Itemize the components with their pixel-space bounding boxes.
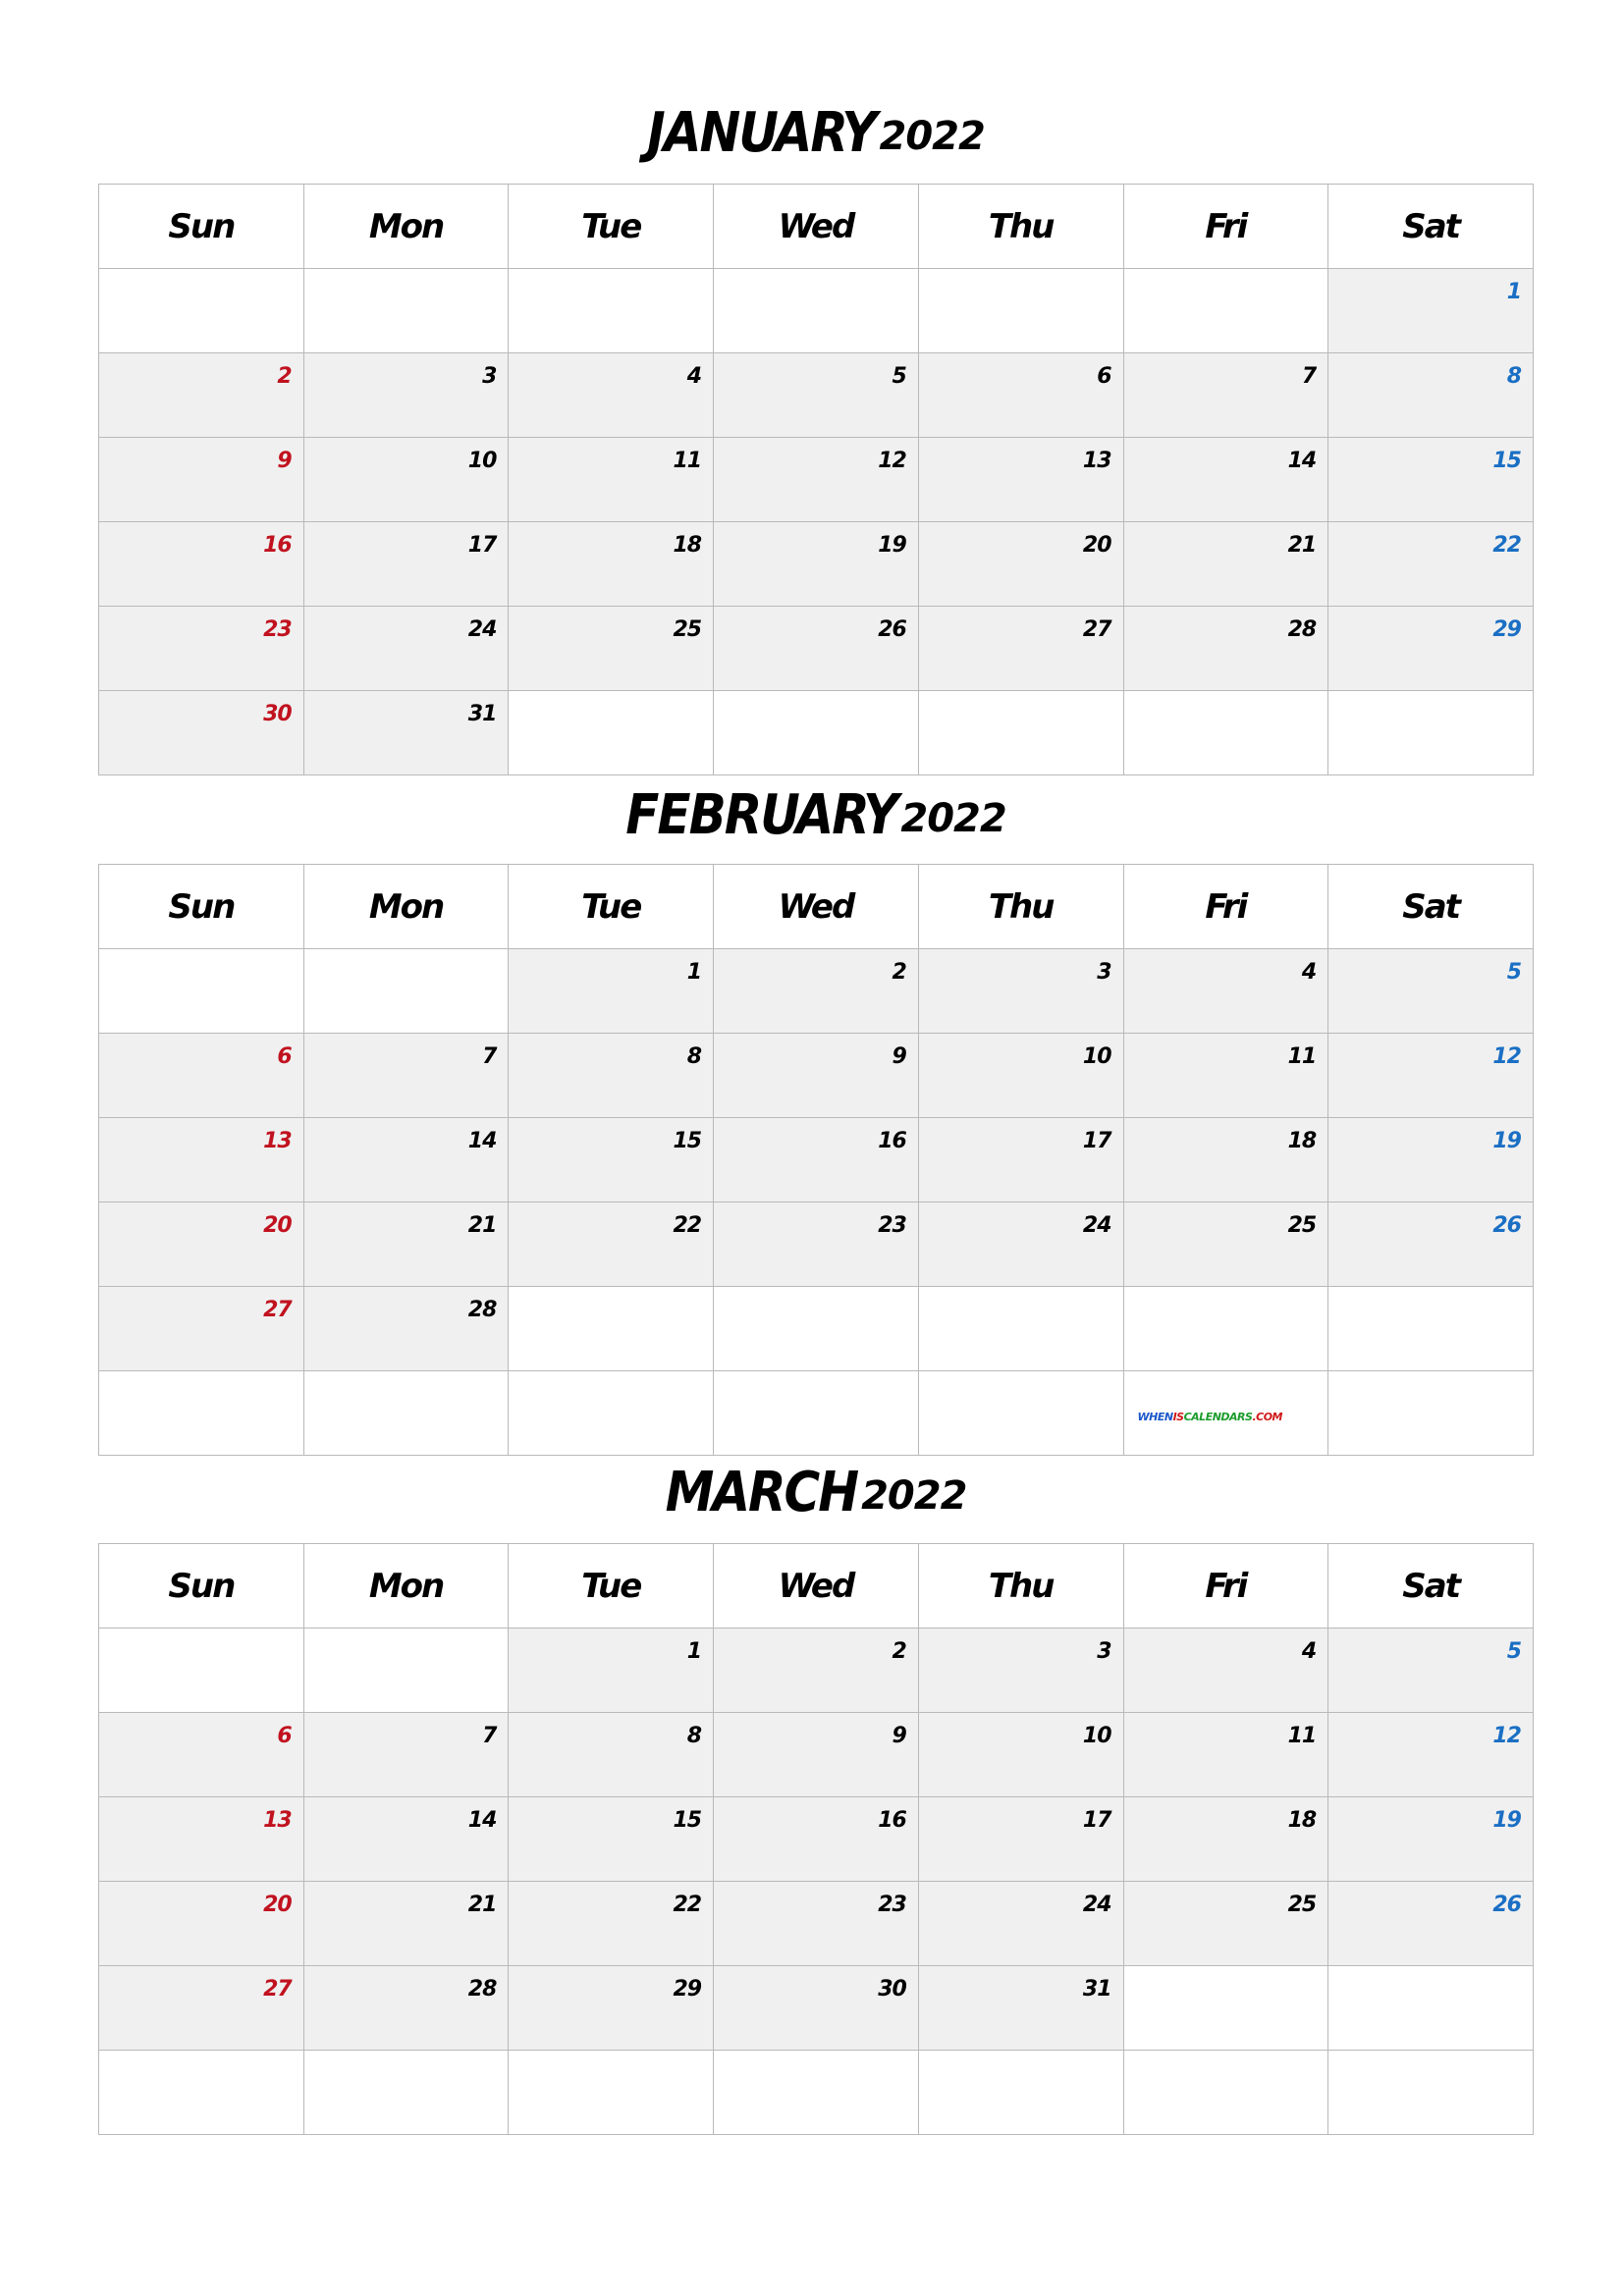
day-number: 28 [467,1977,497,2002]
day-cell [714,1629,919,1713]
empty-day-cell [714,1287,919,1371]
week-row [99,1713,1534,1797]
day-number: 7 [482,1044,497,1069]
day-cell [303,353,509,438]
day-number: 25 [673,617,702,642]
week-row [99,1966,1534,2051]
day-number: 4 [1301,960,1317,985]
day-number: 29 [1492,617,1521,642]
weekday-header-row [99,865,1534,949]
day-number: 3 [482,364,497,389]
weekday-header-sun: Sun [99,865,304,949]
day-number: 16 [878,1808,906,1833]
empty-day-cell [303,949,509,1034]
day-cell [303,1713,509,1797]
weekday-header-mon: Mon [303,865,509,949]
day-cell [99,1118,304,1202]
day-cell [1123,1882,1328,1966]
day-number: 2 [277,364,292,389]
day-cell [303,691,509,775]
day-cell [303,1797,509,1882]
week-row [99,1287,1534,1371]
day-cell [714,438,919,522]
weekday-header-sat: Sat [1328,1544,1534,1629]
day-number: 5 [1506,1639,1521,1664]
weekday-header-tue: Tue [509,865,714,949]
day-cell [1328,1118,1534,1202]
weekday-header-row [99,1544,1534,1629]
calendar-grid [98,864,1534,1456]
week-row [99,1371,1534,1456]
credit-text: .COM [1252,1411,1283,1423]
week-row [99,522,1534,607]
empty-day-cell [99,1629,304,1713]
empty-day-cell [918,1287,1123,1371]
day-number: 9 [277,449,292,473]
day-cell [1328,1629,1534,1713]
day-cell [303,1118,509,1202]
day-number: 8 [686,1044,702,1069]
day-cell [1328,607,1534,691]
day-cell [1123,1202,1328,1287]
empty-day-cell [1123,1371,1328,1456]
day-cell [1123,607,1328,691]
day-number: 27 [263,1977,292,2002]
day-cell [303,1287,509,1371]
empty-day-cell [509,1371,714,1456]
day-number: 27 [263,1298,292,1322]
day-cell [1328,1713,1534,1797]
empty-day-cell [714,691,919,775]
day-cell [99,1797,304,1882]
day-number: 21 [1287,533,1317,558]
day-cell [918,353,1123,438]
day-number: 10 [1082,1724,1111,1748]
day-cell [918,1202,1123,1287]
day-cell [509,1034,714,1118]
week-row [99,949,1534,1034]
weekday-header-fri: Fri [1123,865,1328,949]
day-number: 13 [1082,449,1111,473]
day-number: 7 [1301,364,1317,389]
week-row [99,1118,1534,1202]
day-cell [714,1966,919,2051]
day-cell [509,607,714,691]
day-cell [303,1882,509,1966]
calendar-grid [98,1543,1534,2135]
weekday-header-tue: Tue [509,185,714,269]
month-year: 2022 [861,1473,967,1519]
day-cell [99,1287,304,1371]
day-number: 25 [1287,1213,1317,1238]
empty-day-cell [918,2051,1123,2135]
day-number: 14 [467,1808,497,1833]
day-cell [509,1882,714,1966]
day-number: 2 [892,1639,906,1664]
day-cell [918,522,1123,607]
day-cell [509,522,714,607]
day-cell [1123,1118,1328,1202]
day-cell [918,1034,1123,1118]
day-cell [1328,1034,1534,1118]
day-number: 6 [1097,364,1111,389]
day-number: 1 [686,1639,702,1664]
credit-text: IS [1172,1411,1184,1423]
day-number: 19 [1492,1129,1521,1153]
day-number: 18 [1287,1808,1317,1833]
day-number: 14 [1287,449,1317,473]
day-cell [99,1713,304,1797]
day-number: 13 [263,1129,292,1153]
empty-day-cell [509,2051,714,2135]
day-cell [509,1202,714,1287]
day-number: 5 [1506,960,1521,985]
month-title [98,100,1534,166]
day-number: 23 [263,617,292,642]
day-cell [1328,949,1534,1034]
weekday-header-fri: Fri [1123,1544,1328,1629]
day-cell [714,1118,919,1202]
day-number: 28 [1287,617,1317,642]
day-number: 20 [263,1893,292,1917]
day-cell [1328,1882,1534,1966]
day-number: 23 [878,1213,906,1238]
day-number: 9 [892,1724,906,1748]
empty-day-cell [714,2051,919,2135]
day-cell [918,438,1123,522]
day-cell [509,1966,714,2051]
day-cell [1123,1797,1328,1882]
day-cell [714,1034,919,1118]
day-cell [99,438,304,522]
day-cell [714,353,919,438]
day-cell [509,438,714,522]
day-number: 21 [467,1213,497,1238]
day-number: 15 [1492,449,1521,473]
credit-text: CALENDARS [1183,1411,1253,1423]
day-number: 17 [1082,1129,1111,1153]
day-cell [303,607,509,691]
day-cell [303,522,509,607]
day-cell [303,438,509,522]
day-number: 20 [263,1213,292,1238]
day-cell [918,1118,1123,1202]
month-name: FEBRUARY [625,782,897,847]
week-row [99,1882,1534,1966]
day-number: 5 [892,364,906,389]
day-cell [99,1882,304,1966]
week-row [99,1034,1534,1118]
day-cell [1328,1202,1534,1287]
weekday-header-sun: Sun [99,1544,304,1629]
day-number: 31 [467,702,497,726]
day-cell [1328,438,1534,522]
day-number: 11 [1287,1724,1317,1748]
weekday-header-wed: Wed [714,1544,919,1629]
empty-day-cell [509,269,714,353]
day-number: 22 [673,1213,702,1238]
day-number: 25 [1287,1893,1317,1917]
day-cell [918,1797,1123,1882]
day-number: 26 [1492,1893,1521,1917]
day-number: 19 [1492,1808,1521,1833]
month-year: 2022 [879,114,985,159]
day-number: 17 [1082,1808,1111,1833]
day-cell [1123,1713,1328,1797]
day-number: 30 [263,702,292,726]
week-row [99,353,1534,438]
weekday-header-fri: Fri [1123,185,1328,269]
weekday-header-mon: Mon [303,185,509,269]
day-number: 3 [1097,1639,1111,1664]
day-cell [1328,269,1534,353]
credit-text: WHEN [1137,1411,1173,1423]
week-row [99,1629,1534,1713]
weekday-header-tue: Tue [509,1544,714,1629]
day-number: 21 [467,1893,497,1917]
day-number: 6 [277,1044,292,1069]
day-cell [714,607,919,691]
day-cell [1328,353,1534,438]
day-cell [509,1713,714,1797]
day-number: 20 [1082,533,1111,558]
day-cell [509,353,714,438]
empty-day-cell [303,2051,509,2135]
empty-day-cell [509,691,714,775]
weekday-header-thu: Thu [918,1544,1123,1629]
day-cell [714,1797,919,1882]
empty-day-cell [1328,1966,1534,2051]
day-cell [714,1202,919,1287]
empty-day-cell [1328,1287,1534,1371]
day-number: 18 [673,533,702,558]
day-number: 10 [467,449,497,473]
day-number: 4 [686,364,702,389]
empty-day-cell [509,1287,714,1371]
day-cell [1123,438,1328,522]
month-title [98,782,1534,848]
day-cell [1123,522,1328,607]
week-row [99,2051,1534,2135]
day-cell [99,1034,304,1118]
day-number: 26 [1492,1213,1521,1238]
weekday-header-wed: Wed [714,185,919,269]
empty-day-cell [1123,2051,1328,2135]
week-row [99,1797,1534,1882]
weekday-header-thu: Thu [918,865,1123,949]
empty-day-cell [1123,1966,1328,2051]
weekday-header-row [99,185,1534,269]
day-cell [1328,1797,1534,1882]
week-row [99,607,1534,691]
day-number: 19 [878,533,906,558]
day-cell [714,1882,919,1966]
day-cell [714,949,919,1034]
day-number: 14 [467,1129,497,1153]
empty-day-cell [714,269,919,353]
day-cell [1123,1034,1328,1118]
day-cell [1123,949,1328,1034]
day-number: 13 [263,1808,292,1833]
website-credit [1138,1411,1283,1423]
day-number: 1 [686,960,702,985]
empty-day-cell [303,1371,509,1456]
empty-day-cell [918,1371,1123,1456]
month-year: 2022 [900,796,1006,841]
day-number: 12 [878,449,906,473]
day-number: 1 [1506,280,1521,304]
day-number: 22 [1492,533,1521,558]
week-row [99,691,1534,775]
day-number: 6 [277,1724,292,1748]
day-cell [714,1713,919,1797]
day-cell [714,522,919,607]
day-number: 12 [1492,1724,1521,1748]
empty-day-cell [714,1371,919,1456]
empty-day-cell [918,691,1123,775]
day-number: 2 [892,960,906,985]
week-row [99,269,1534,353]
day-number: 31 [1082,1977,1111,2002]
day-cell [509,1629,714,1713]
day-number: 15 [673,1129,702,1153]
day-number: 15 [673,1808,702,1833]
day-number: 26 [878,617,906,642]
day-number: 23 [878,1893,906,1917]
day-number: 12 [1492,1044,1521,1069]
day-cell [99,353,304,438]
day-number: 8 [1506,364,1521,389]
day-cell [99,1966,304,2051]
empty-day-cell [99,269,304,353]
day-cell [918,1713,1123,1797]
day-number: 10 [1082,1044,1111,1069]
day-number: 7 [482,1724,497,1748]
weekday-header-wed: Wed [714,865,919,949]
week-row [99,1202,1534,1287]
day-number: 11 [673,449,702,473]
day-number: 18 [1287,1129,1317,1153]
empty-day-cell [1328,1371,1534,1456]
day-cell [918,1629,1123,1713]
day-cell [1123,353,1328,438]
weekday-header-sat: Sat [1328,865,1534,949]
empty-day-cell [303,1629,509,1713]
day-cell [99,522,304,607]
empty-day-cell [1328,2051,1534,2135]
day-cell [303,1966,509,2051]
day-number: 16 [263,533,292,558]
day-number: 29 [673,1977,702,2002]
month-name: MARCH [665,1460,858,1524]
day-number: 16 [878,1129,906,1153]
day-cell [918,949,1123,1034]
calendar-grid [98,184,1534,775]
month-name: JANUARY [647,100,876,165]
day-cell [918,1882,1123,1966]
empty-day-cell [1123,269,1328,353]
day-number: 11 [1287,1044,1317,1069]
empty-day-cell [1328,691,1534,775]
weekday-header-thu: Thu [918,185,1123,269]
day-cell [509,1118,714,1202]
day-cell [99,1202,304,1287]
day-number: 27 [1082,617,1111,642]
day-cell [918,607,1123,691]
empty-day-cell [99,1371,304,1456]
day-number: 24 [467,617,497,642]
day-cell [918,1966,1123,2051]
empty-day-cell [99,949,304,1034]
day-number: 17 [467,533,497,558]
day-cell [1328,522,1534,607]
month-title [98,1460,1534,1525]
empty-day-cell [918,269,1123,353]
empty-day-cell [1123,691,1328,775]
day-cell [509,949,714,1034]
day-number: 22 [673,1893,702,1917]
day-cell [303,1202,509,1287]
empty-day-cell [303,269,509,353]
weekday-header-mon: Mon [303,1544,509,1629]
day-number: 4 [1301,1639,1317,1664]
day-number: 3 [1097,960,1111,985]
day-cell [99,691,304,775]
day-cell [303,1034,509,1118]
day-number: 24 [1082,1893,1111,1917]
day-cell [99,607,304,691]
day-number: 24 [1082,1213,1111,1238]
weekday-header-sun: Sun [99,185,304,269]
day-number: 9 [892,1044,906,1069]
empty-day-cell [99,2051,304,2135]
day-number: 8 [686,1724,702,1748]
day-number: 28 [467,1298,497,1322]
day-cell [1123,1629,1328,1713]
weekday-header-sat: Sat [1328,185,1534,269]
day-number: 30 [878,1977,906,2002]
empty-day-cell [1123,1287,1328,1371]
day-cell [509,1797,714,1882]
week-row [99,438,1534,522]
